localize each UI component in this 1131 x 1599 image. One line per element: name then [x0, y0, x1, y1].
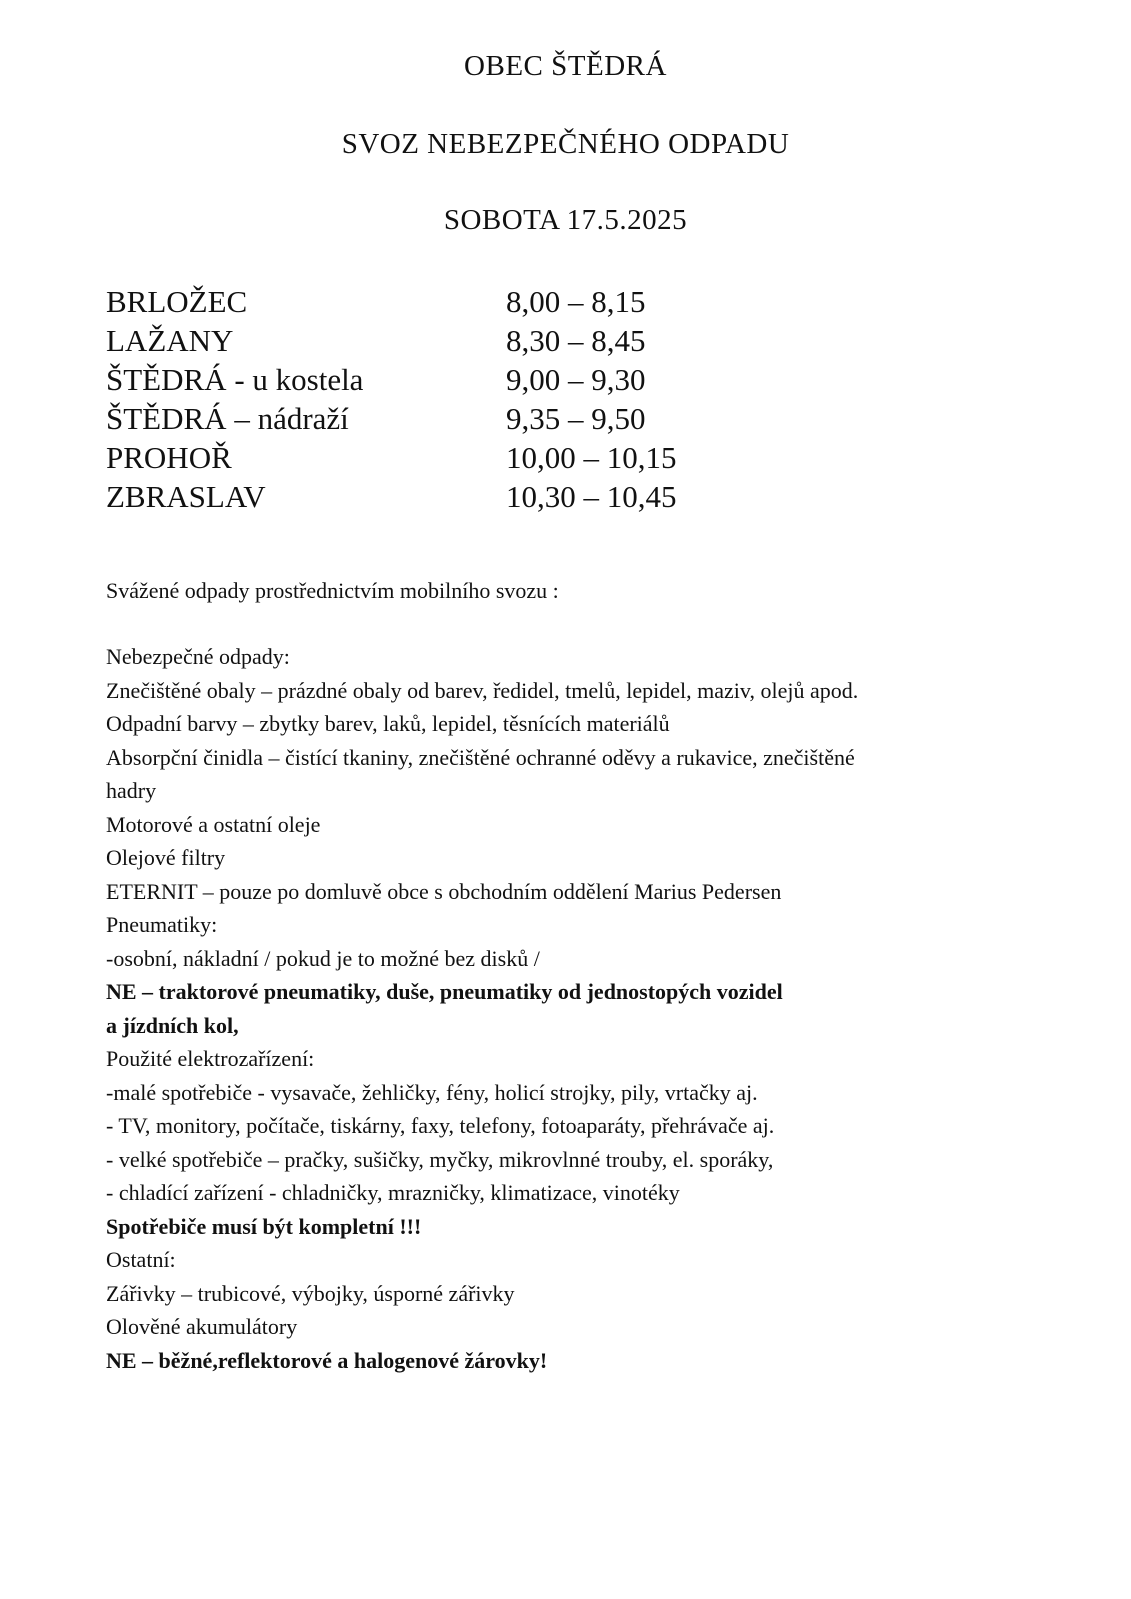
schedule-place: PROHOŘ	[106, 440, 232, 475]
schedule-place: LAŽANY	[106, 323, 234, 358]
schedule-time: 10,30 – 10,45	[506, 479, 677, 514]
schedule-row	[106, 321, 806, 360]
schedule-place: BRLOŽEC	[106, 284, 248, 319]
list-item: - TV, monitory, počítače, tiskárny, faxy, telefony, fotoaparáty, přehrávače aj.	[106, 1113, 775, 1138]
schedule-time: 10,00 – 10,15	[506, 440, 677, 475]
schedule-time: 8,00 – 8,15	[506, 284, 646, 319]
list-item: Olejové filtry	[106, 845, 226, 870]
warning-text: Spotřebiče musí být kompletní !!!	[106, 1213, 422, 1239]
collection-date: SOBOTA 17.5.2025	[443, 204, 688, 236]
municipality-heading: OBEC ŠTĚDRÁ	[464, 50, 667, 82]
schedule-time: 9,00 – 9,30	[506, 362, 646, 397]
list-item: Absorpční činidla – čistící tkaniny, znečištěné ochranné oděvy a rukavice, znečištěné	[106, 744, 855, 770]
schedule-row	[106, 399, 806, 438]
schedule-time: 9,35 – 9,50	[506, 401, 646, 436]
list-item: Odpadní barvy – zbytky barev, laků, lepidel, těsnících materiálů	[106, 711, 670, 736]
warning-text: NE – běžné,reflektorové a halogenové žárovky!	[106, 1347, 548, 1373]
schedule-place: ZBRASLAV	[106, 479, 266, 514]
section-heading: Použité elektrozařízení:	[106, 1046, 315, 1071]
list-item: - chladící zařízení - chladničky, mrazničky, klimatizace, vinotéky	[106, 1180, 680, 1205]
schedule-row	[106, 477, 806, 516]
section-heading: Ostatní:	[106, 1247, 176, 1272]
list-item: ETERNIT – pouze po domluvě obce s obchodním oddělení Marius Pedersen	[106, 878, 782, 904]
schedule-time: 8,30 – 8,45	[506, 323, 646, 358]
intro-text: Svážené odpady prostřednictvím mobilního svozu :	[106, 578, 559, 603]
waste-list	[106, 640, 1026, 1377]
schedule-row	[106, 282, 806, 321]
section-heading: Pneumatiky:	[106, 912, 218, 937]
schedule-row	[106, 438, 806, 477]
warning-text: a jízdních kol,	[106, 1012, 239, 1038]
list-item: -malé spotřebiče - vysavače, žehličky, fény, holicí strojky, pily, vrtačky aj.	[106, 1079, 758, 1105]
section-heading: Nebezpečné odpady:	[106, 644, 290, 669]
schedule-place: ŠTĚDRÁ – nádraží	[106, 401, 349, 436]
list-item: Motorové a ostatní oleje	[106, 811, 321, 837]
list-item: - velké spotřebiče – pračky, sušičky, myčky, mikrovlnné trouby, el. sporáky,	[106, 1146, 774, 1172]
schedule-row	[106, 360, 806, 399]
list-item: Znečištěné obaly – prázdné obaly od barev, ředidel, tmelů, lepidel, maziv, olejů apod.	[106, 677, 859, 703]
warning-text: NE – traktorové pneumatiky, duše, pneumatiky od jednostopých vozidel	[106, 979, 783, 1004]
schedule-list	[106, 282, 806, 516]
list-item: Zářivky – trubicové, výbojky, úsporné zářivky	[106, 1280, 515, 1306]
list-item: -osobní, nákladní / pokud je to možné bez disků /	[106, 945, 540, 971]
list-item: Olověné akumulátory	[106, 1314, 298, 1339]
list-item: hadry	[106, 778, 157, 803]
schedule-place: ŠTĚDRÁ - u kostela	[106, 362, 364, 397]
notice-title: SVOZ NEBEZPEČNÉHO ODPADU	[341, 128, 790, 160]
